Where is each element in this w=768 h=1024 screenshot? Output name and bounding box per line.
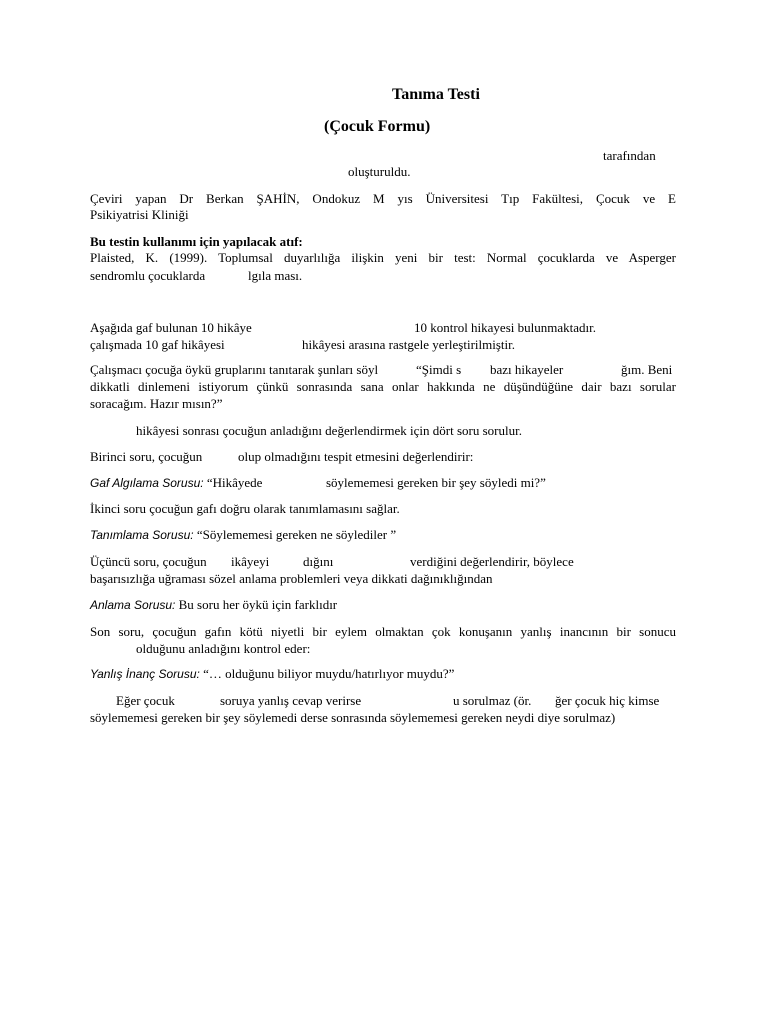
p3: hikâyesi sonrası çocuğun anladığını değerlendirmek için dört soru sorulur. — [136, 423, 522, 438]
question-3 — [90, 597, 337, 613]
page-subtitle: (Çocuk Formu) — [324, 118, 431, 135]
p6-line1-a: Üçüncü soru, çocuğun — [90, 554, 207, 569]
p7-line2: olduğunu anladığını kontrol eder: — [136, 641, 311, 656]
p1-line1-a: Aşağıda gaf bulunan 10 hikâye — [90, 320, 252, 335]
q1-b: söylememesi gereken bir şey söyledi mi?” — [326, 475, 546, 490]
p1-line1-b: 10 kontrol hikayesi bulunmaktadır. — [414, 320, 596, 335]
page-title: Tanıma Testi — [392, 86, 480, 103]
creator-line-1: tarafından — [603, 148, 656, 163]
citation-heading: Bu testin kullanımı için yapılacak atıf: — [90, 234, 303, 249]
q3-label: Anlama Sorusu: — [90, 598, 176, 612]
translation-line-2: Psikiyatrisi Kliniği — [90, 207, 189, 222]
p2-line1-d: ğım. Beni — [621, 362, 673, 377]
p4-a: Birinci soru, çocuğun — [90, 449, 203, 464]
p5: İkinci soru çocuğun gafı doğru olarak tanımlamasını sağlar. — [90, 501, 400, 516]
q1-a: “Hikâyede — [206, 475, 263, 490]
p2-line1-b: “Şimdi s — [416, 362, 462, 377]
p6-line2: başarısızlığa uğraması sözel anlama problemleri veya dikkati dağınıklığından — [90, 571, 493, 586]
p6-line1-d: verdiğini değerlendirir, böylece — [410, 554, 574, 569]
q4-text: “… olduğunu biliyor muydu/hatırlıyor muydu?” — [203, 666, 455, 681]
question-2 — [90, 527, 396, 543]
p2-line1-a: Çalışmacı çocuğa öykü gruplarını tanıtarak şunları söyl — [90, 362, 379, 377]
p8-line1-d: ğer çocuk hiç kimse — [555, 693, 660, 708]
question-4 — [90, 666, 454, 682]
p2-line1-c: bazı hikayeler — [490, 362, 564, 377]
p6-line1-b: ikâyeyi — [231, 554, 270, 569]
q2-label: Tanımlama Sorusu: — [90, 528, 194, 542]
question-1 — [90, 475, 262, 491]
p6-line1-c: dığını — [303, 554, 334, 569]
q2-text: “Söylememesi gereken ne söylediler ” — [196, 527, 397, 542]
p8-line2: söylememesi gereken bir şey söylemedi derse sonrasında söylememesi gereken neydi diye sorulmaz) — [90, 710, 616, 725]
citation-line-2b: lgıla ması. — [248, 268, 303, 283]
p4-b: olup olmadığını tespit etmesini değerlendirir: — [238, 449, 474, 464]
p1-line2-b: hikâyesi arasına rastgele yerleştirilmiştir. — [302, 337, 515, 352]
p8-line1-c: u sorulmaz (ör. — [453, 693, 532, 708]
q3-text: Bu soru her öykü için farklıdır — [178, 597, 338, 612]
p2-line3: soracağım. Hazır mısın?” — [90, 396, 223, 411]
citation-line-2a: sendromlu çocuklarda — [90, 268, 206, 283]
q1-label: Gaf Algılama Sorusu: — [90, 476, 204, 490]
translation-line-1: Çeviri yapan Dr Berkan ŞAHİN, Ondokuz M yıs Üniversitesi Tıp Fakültesi, Çocuk ve E — [90, 191, 676, 206]
q4-label: Yanlış İnanç Sorusu: — [90, 667, 200, 681]
p2-line2: dikkatli dinlemeni istiyorum çünkü sonrasında sana onlar hakkında ne düşündüğüne dair bazı sorular — [90, 379, 676, 394]
p8-line1-b: soruya yanlış cevap verirse — [220, 693, 362, 708]
p7-line1: Son soru, çocuğun gafın kötü niyetli bir eylem olmaktan çok konuşanın yanlış inancının bir sonucu — [90, 624, 676, 639]
citation-line-1: Plaisted, K. (1999). Toplumsal duyarlılığa ilişkin yeni bir test: Normal çocuklarda ve Asperger — [90, 250, 676, 265]
p1-line2-a: çalışmada 10 gaf hikâyesi — [90, 337, 225, 352]
p8-line1-a: Eğer çocuk — [116, 693, 175, 708]
creator-line-2: oluşturuldu. — [348, 164, 411, 179]
